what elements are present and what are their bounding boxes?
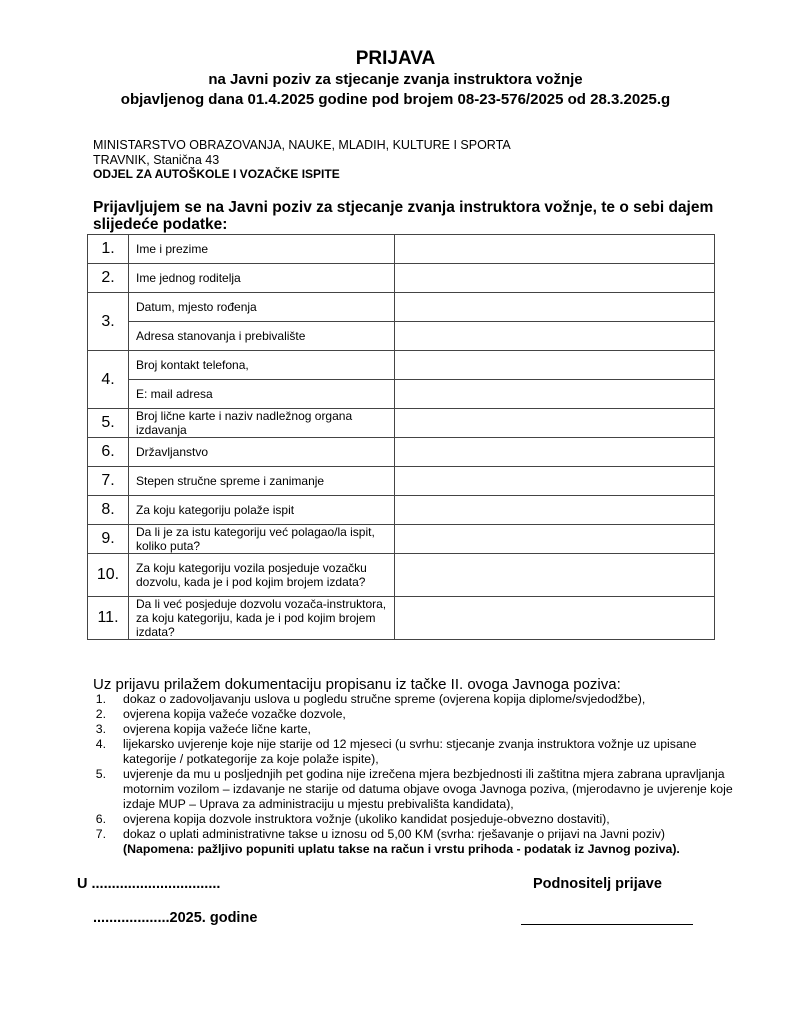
field-label: Da li je za istu kategoriju već polagao/la ispit, koliko puta?	[129, 525, 395, 554]
list-item-number: 2.	[95, 707, 106, 721]
table-row	[88, 438, 715, 467]
payment-note: (Napomena: pažljivo popuniti uplatu takse na račun i vrstu prihoda - podatak iz Javnog poziva).	[123, 842, 680, 856]
list-item-number: 4.	[95, 737, 106, 751]
field-value-cell[interactable]	[395, 264, 715, 293]
table-row	[88, 264, 715, 293]
field-value-cell[interactable]	[395, 597, 715, 640]
field-value-cell[interactable]	[395, 496, 715, 525]
publication-reference: objavljenog dana 01.4.2025 godine pod brojem 08-23-576/2025 od 28.3.2025.g	[120, 91, 671, 108]
row-number: 4.	[88, 351, 129, 409]
field-value-cell[interactable]	[395, 351, 715, 380]
row-number: 9.	[88, 525, 129, 554]
recipient-ministry: MINISTARSTVO OBRAZOVANJA, NAUKE, MLADIH, KULTURE I SPORTA	[93, 138, 511, 152]
row-number: 5.	[88, 409, 129, 438]
field-value-cell[interactable]	[395, 525, 715, 554]
field-value-cell[interactable]	[395, 235, 715, 264]
applicant-signature-label: Podnositelj prijave	[533, 876, 662, 892]
recipient-address: TRAVNIK, Stanična 43	[93, 153, 220, 167]
list-item-text: dokaz o uplati administrativne takse u iznosu od 5,00 KM (svrha: rješavanje o prijavi na Javni poziv)	[123, 827, 666, 841]
list-item-number: 7.	[95, 827, 106, 841]
document-subtitle: na Javni poziv za stjecanje zvanja instruktora vožnje	[208, 71, 583, 88]
field-label: Ime jednog roditelja	[129, 264, 395, 293]
document-title: PRIJAVA	[355, 48, 436, 69]
field-value-cell[interactable]	[395, 380, 715, 409]
row-number: 11.	[88, 597, 129, 640]
field-label: Adresa stanovanja i prebivalište	[129, 322, 395, 351]
field-label: Da li već posjeduje dozvolu vozača-instruktora, za koju kategoriju, kada je i pod kojim brojem izdata?	[129, 597, 395, 640]
list-item	[93, 767, 753, 812]
list-item-text: uvjerenje da mu u posljednjih pet godina nije izrečena mjera bezbjednosti ili zaštitna mjera zabrana upravljanja motornim vozilom – izdavanje ne starije od datuma objave ovoga Javnoga poziva, (mjerodavno je uvjerenje koje izdaje MUP – Uprava za administraciju u mjestu prebivališta kandidata),	[123, 767, 733, 811]
row-number: 7.	[88, 467, 129, 496]
field-label: Ime i prezime	[129, 235, 395, 264]
table-row	[88, 409, 715, 438]
list-item-number: 5.	[95, 767, 106, 781]
field-value-cell[interactable]	[395, 438, 715, 467]
field-value-cell[interactable]	[395, 554, 715, 597]
field-value-cell[interactable]	[395, 409, 715, 438]
field-label: Za koju kategoriju vozila posjeduje vozačku dozvolu, kada je i pod kojim brojem izdata?	[129, 554, 395, 597]
application-statement: Prijavljujem se na Javni poziv za stjecanje zvanja instruktora vožnje, te o sebi dajem slijedeće podatke:	[93, 199, 714, 233]
list-item-text: ovjerena kopija dozvole instruktora vožnje (ukoliko kandidat posjeduje-obvezno dostaviti),	[123, 812, 610, 826]
documents-intro: Uz prijavu prilažem dokumentaciju propisanu iz tačke II. ovoga Javnoga poziva:	[93, 676, 621, 693]
row-number: 6.	[88, 438, 129, 467]
row-number: 10.	[88, 554, 129, 597]
field-label: Broj kontakt telefona,	[129, 351, 395, 380]
field-value-cell[interactable]	[395, 467, 715, 496]
list-item	[93, 827, 753, 857]
row-number: 8.	[88, 496, 129, 525]
table-row	[88, 293, 715, 322]
table-row	[88, 525, 715, 554]
table-row	[88, 597, 715, 640]
table-row	[88, 235, 715, 264]
field-label: Državljanstvo	[129, 438, 395, 467]
field-label: Za koju kategoriju polaže ispit	[129, 496, 395, 525]
field-value-cell[interactable]	[395, 293, 715, 322]
documents-list	[93, 692, 753, 857]
list-item-text: ovjerena kopija važeće vozačke dozvole,	[123, 707, 346, 721]
list-item	[93, 722, 753, 737]
signature-line[interactable]	[521, 924, 693, 925]
field-label: E: mail adresa	[129, 380, 395, 409]
field-label: Broj lične karte i naziv nadležnog organa izdavanja	[129, 409, 395, 438]
table-row	[88, 322, 715, 351]
date-field[interactable]: ...................2025. godine	[93, 910, 258, 926]
list-item-number: 1.	[95, 692, 106, 706]
field-label: Stepen stručne spreme i zanimanje	[129, 467, 395, 496]
recipient-department: ODJEL ZA AUTOŠKOLE I VOZAČKE ISPITE	[93, 167, 340, 181]
field-label: Datum, mjesto rođenja	[129, 293, 395, 322]
list-item	[93, 707, 753, 722]
table-row	[88, 351, 715, 380]
applicant-data-table	[87, 234, 715, 640]
table-row	[88, 496, 715, 525]
field-value-cell[interactable]	[395, 322, 715, 351]
table-row	[88, 467, 715, 496]
list-item-text: dokaz o zadovoljavanju uslova u pogledu stručne spreme (ovjerena kopija diplome/svjedodžbe),	[123, 692, 646, 706]
list-item-text: lijekarsko uvjerenje koje nije starije od 12 mjeseci (u svrhu: stjecanje zvanja instruktora vožnje uz upisane kategorije / potkategorije za koje polaže ispite),	[123, 737, 697, 766]
place-field[interactable]: U ................................	[77, 876, 221, 892]
list-item	[93, 737, 753, 767]
list-item-number: 6.	[95, 812, 106, 826]
row-number: 2.	[88, 264, 129, 293]
row-number: 1.	[88, 235, 129, 264]
list-item-text: ovjerena kopija važeće lične karte,	[123, 722, 311, 736]
row-number: 3.	[88, 293, 129, 351]
table-row	[88, 554, 715, 597]
table-row	[88, 380, 715, 409]
list-item	[93, 692, 753, 707]
list-item-number: 3.	[95, 722, 106, 736]
list-item	[93, 812, 753, 827]
